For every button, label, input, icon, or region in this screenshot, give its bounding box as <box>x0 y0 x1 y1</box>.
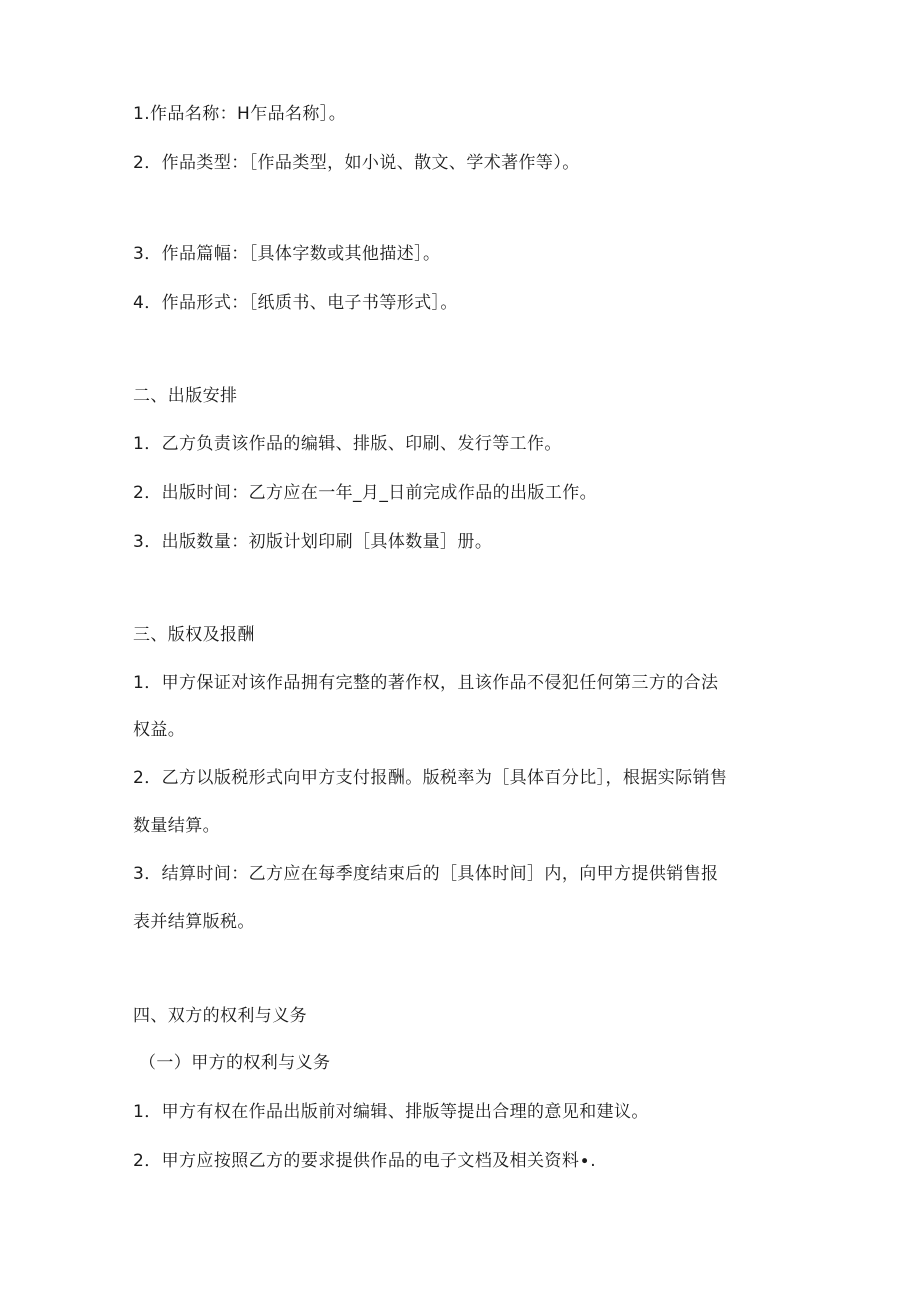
work-info-item-2: 2．作品类型：［作品类型，如小说、散文、学术著作等）。 <box>133 153 580 173</box>
section-3-heading: 三、版权及报酬 <box>133 625 255 645</box>
section-4-item-2: 2．甲方应按照乙方的要求提供作品的电子文档及相关资料∙. <box>133 1151 597 1171</box>
section-3-item-3-line-2: 表并结算版税。 <box>133 912 255 932</box>
section-2-item-1: 1．乙方负责该作品的编辑、排版、印刷、发行等工作。 <box>133 434 562 454</box>
work-info-item-4: 4．作品形式：［纸质书、电子书等形式］。 <box>133 293 458 313</box>
section-3-item-2-line-2: 数量结算。 <box>133 816 220 836</box>
section-4-heading: 四、双方的权利与义务 <box>133 1006 307 1026</box>
section-3-item-3-line-1: 3．结算时间：乙方应在每季度结束后的［具体时间］内，向甲方提供销售报 <box>133 864 719 884</box>
section-2-item-2: 2．出版时间：乙方应在一年_月_日前完成作品的出版工作。 <box>133 483 598 503</box>
section-3-item-2-line-1: 2．乙方以版税形式向甲方支付报酬。版税率为［具体百分比］，根据实际销售 <box>133 768 728 788</box>
section-2-heading: 二、出版安排 <box>133 386 238 406</box>
section-4-item-1: 1．甲方有权在作品出版前对编辑、排版等提出合理的意见和建议。 <box>133 1102 649 1122</box>
section-3-item-1-line-1: 1．甲方保证对该作品拥有完整的著作权，且该作品不侵犯任何第三方的合法 <box>133 673 719 693</box>
section-3-item-1-line-2: 权益。 <box>133 720 186 740</box>
work-info-item-1: 1.作品名称：H乍品名称］。 <box>133 104 347 124</box>
work-info-item-3: 3．作品篇幅：［具体字数或其他描述］。 <box>133 244 441 264</box>
section-2-item-3: 3．出版数量：初版计划印刷［具体数量］册。 <box>133 532 493 552</box>
section-4-subheading: （一）甲方的权利与义务 <box>139 1053 331 1073</box>
